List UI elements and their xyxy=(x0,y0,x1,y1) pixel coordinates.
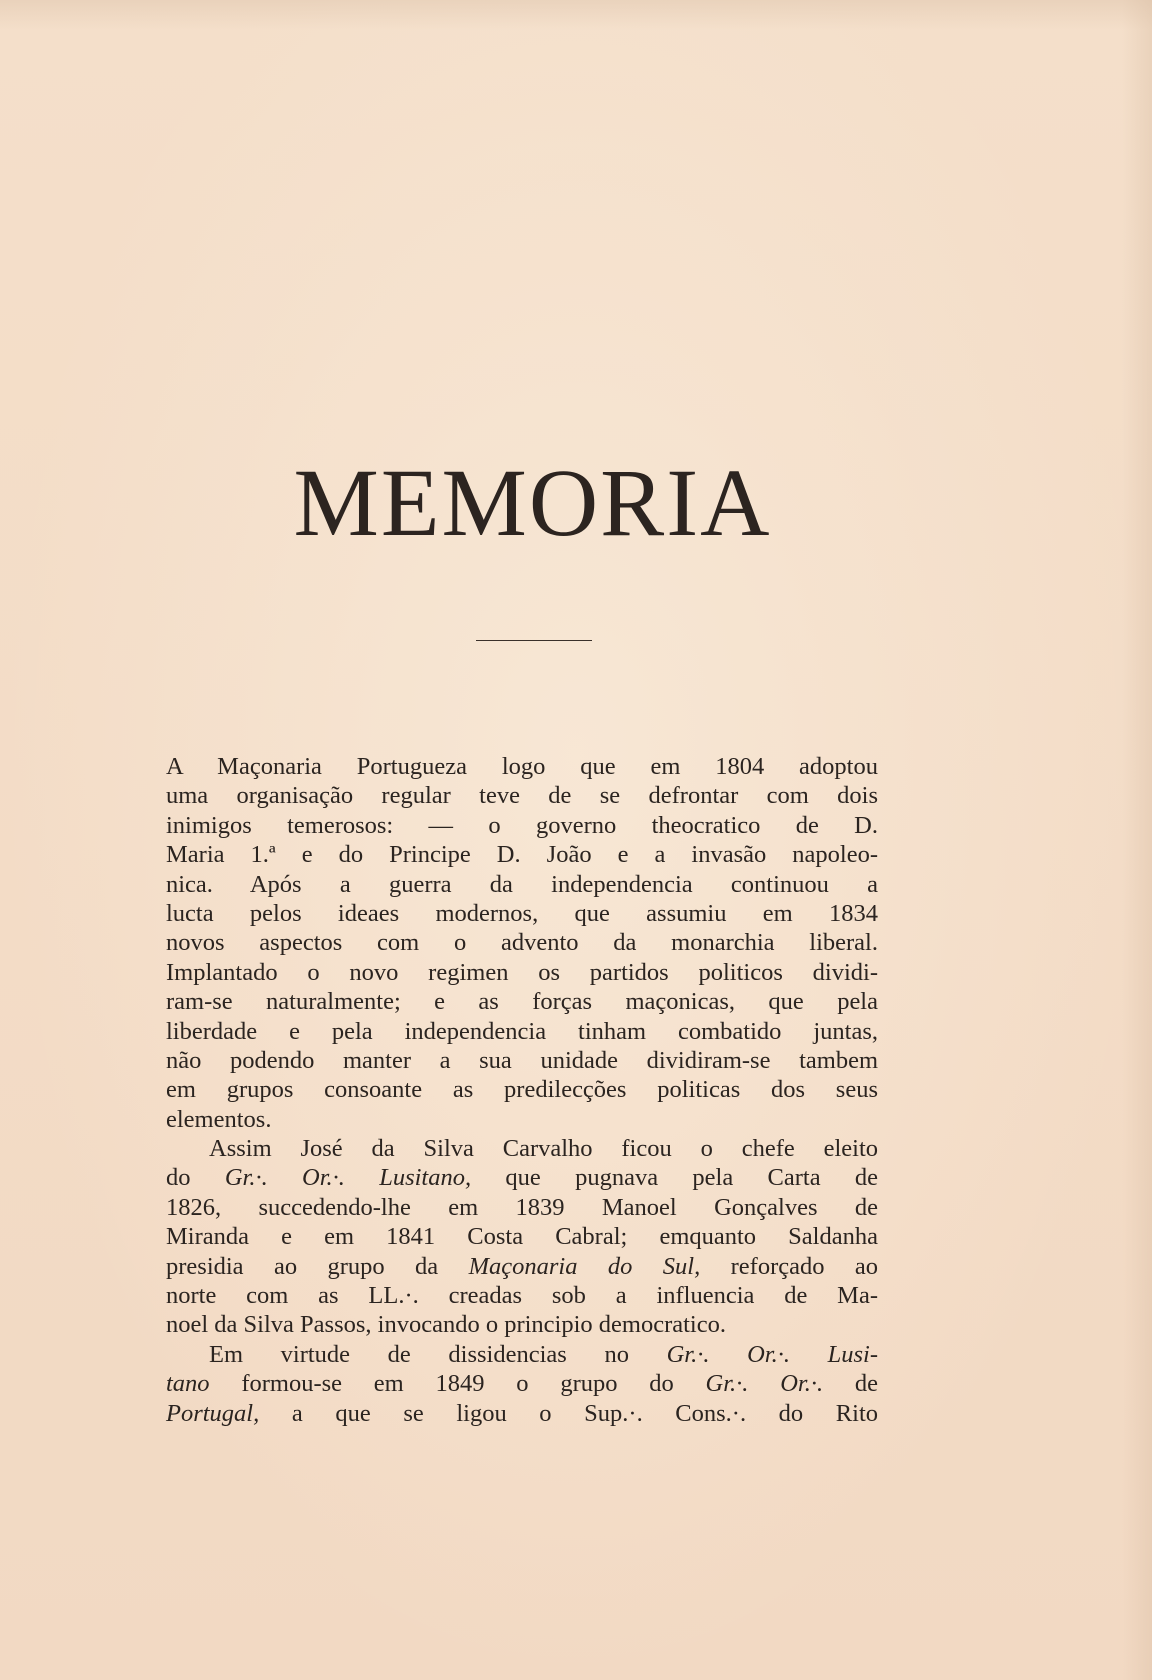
text-segment: reforçado ao xyxy=(700,1252,879,1280)
italic-text-segment: Maçonaria do Sul, xyxy=(468,1252,701,1280)
text-line: liberdade e pela independencia tinham combatido juntas, xyxy=(166,1017,878,1045)
italic-text-segment: tano xyxy=(166,1370,210,1398)
text-line: lucta pelos ideaes modernos, que assumiu em 1834 xyxy=(166,899,878,927)
text-line: inimigos temerosos: — o governo theocratico de D. xyxy=(166,811,878,839)
text-line xyxy=(166,1134,878,1163)
text-segment: 1826, succedendo-lhe em 1839 Manoel Gonçalves de xyxy=(166,1193,878,1221)
title-divider xyxy=(476,640,592,641)
text-line: uma organisação regular teve de se defrontar com dois xyxy=(166,782,878,810)
text-segment: de xyxy=(823,1370,878,1398)
text-line xyxy=(166,1369,878,1398)
text-line: nica. Após a guerra da independencia continuou a xyxy=(166,870,878,898)
text-line xyxy=(166,1222,878,1251)
text-line xyxy=(166,1310,878,1339)
text-segment: do xyxy=(166,1164,225,1192)
page-title: MEMORIA xyxy=(293,449,772,556)
text-line xyxy=(166,1252,878,1281)
text-line: Maria 1.ª e do Principe D. João e a invasão napoleo- xyxy=(166,841,878,869)
paragraph-1 xyxy=(166,752,878,1134)
text-segment: Miranda e em 1841 Costa Cabral; emquanto Saldanha xyxy=(166,1223,878,1251)
text-line: novos aspectos com o advento da monarchia liberal. xyxy=(166,929,878,957)
text-segment: que pugnava pela Carta de xyxy=(471,1164,879,1192)
italic-text-segment: Portugal, xyxy=(166,1399,260,1427)
text-line: A Maçonaria Portugueza logo que em 1804 adoptou xyxy=(166,753,878,780)
page-edge-shading-top xyxy=(0,0,1152,30)
text-segment: a que se ligou o Sup.·. Cons.·. do Rito xyxy=(259,1399,878,1427)
italic-text-segment: Gr.·. Or.·. Lusitano, xyxy=(224,1164,472,1192)
text-line: elementos. xyxy=(166,1105,272,1133)
italic-text-segment: Gr.·. Or.·. xyxy=(705,1370,824,1398)
text-line: ram-se naturalmente; e as forças maçonicas, que pela xyxy=(166,988,878,1016)
text-line: não podendo manter a sua unidade dividiram-se tambem xyxy=(166,1046,878,1074)
text-line xyxy=(166,1163,878,1192)
body-text xyxy=(166,752,878,1428)
paragraph-3 xyxy=(166,1340,878,1428)
text-line: em grupos consoante as predilecções politicas dos seus xyxy=(166,1076,878,1104)
text-segment: noel da Silva Passos, invocando o principio democratico. xyxy=(166,1311,726,1339)
text-line xyxy=(166,1281,878,1310)
text-line: Implantado o novo regimen os partidos politicos dividi- xyxy=(166,958,878,986)
text-line xyxy=(166,1399,878,1428)
text-segment: Assim José da Silva Carvalho ficou o chefe eleito xyxy=(209,1135,878,1163)
text-segment: presidia ao grupo da xyxy=(166,1252,469,1280)
paragraph-2 xyxy=(166,1134,878,1340)
text-line xyxy=(166,1193,878,1222)
text-line xyxy=(166,1340,878,1369)
text-segment: Em virtude de dissidencias no xyxy=(209,1340,667,1368)
page-edge-shading-right xyxy=(1122,0,1152,1680)
text-segment: formou-se em 1849 o grupo do xyxy=(209,1370,706,1398)
text-segment: norte com as LL.·. creadas sob a influencia de Ma- xyxy=(166,1282,878,1310)
italic-text-segment: Gr.·. Or.·. Lusi- xyxy=(666,1340,878,1368)
